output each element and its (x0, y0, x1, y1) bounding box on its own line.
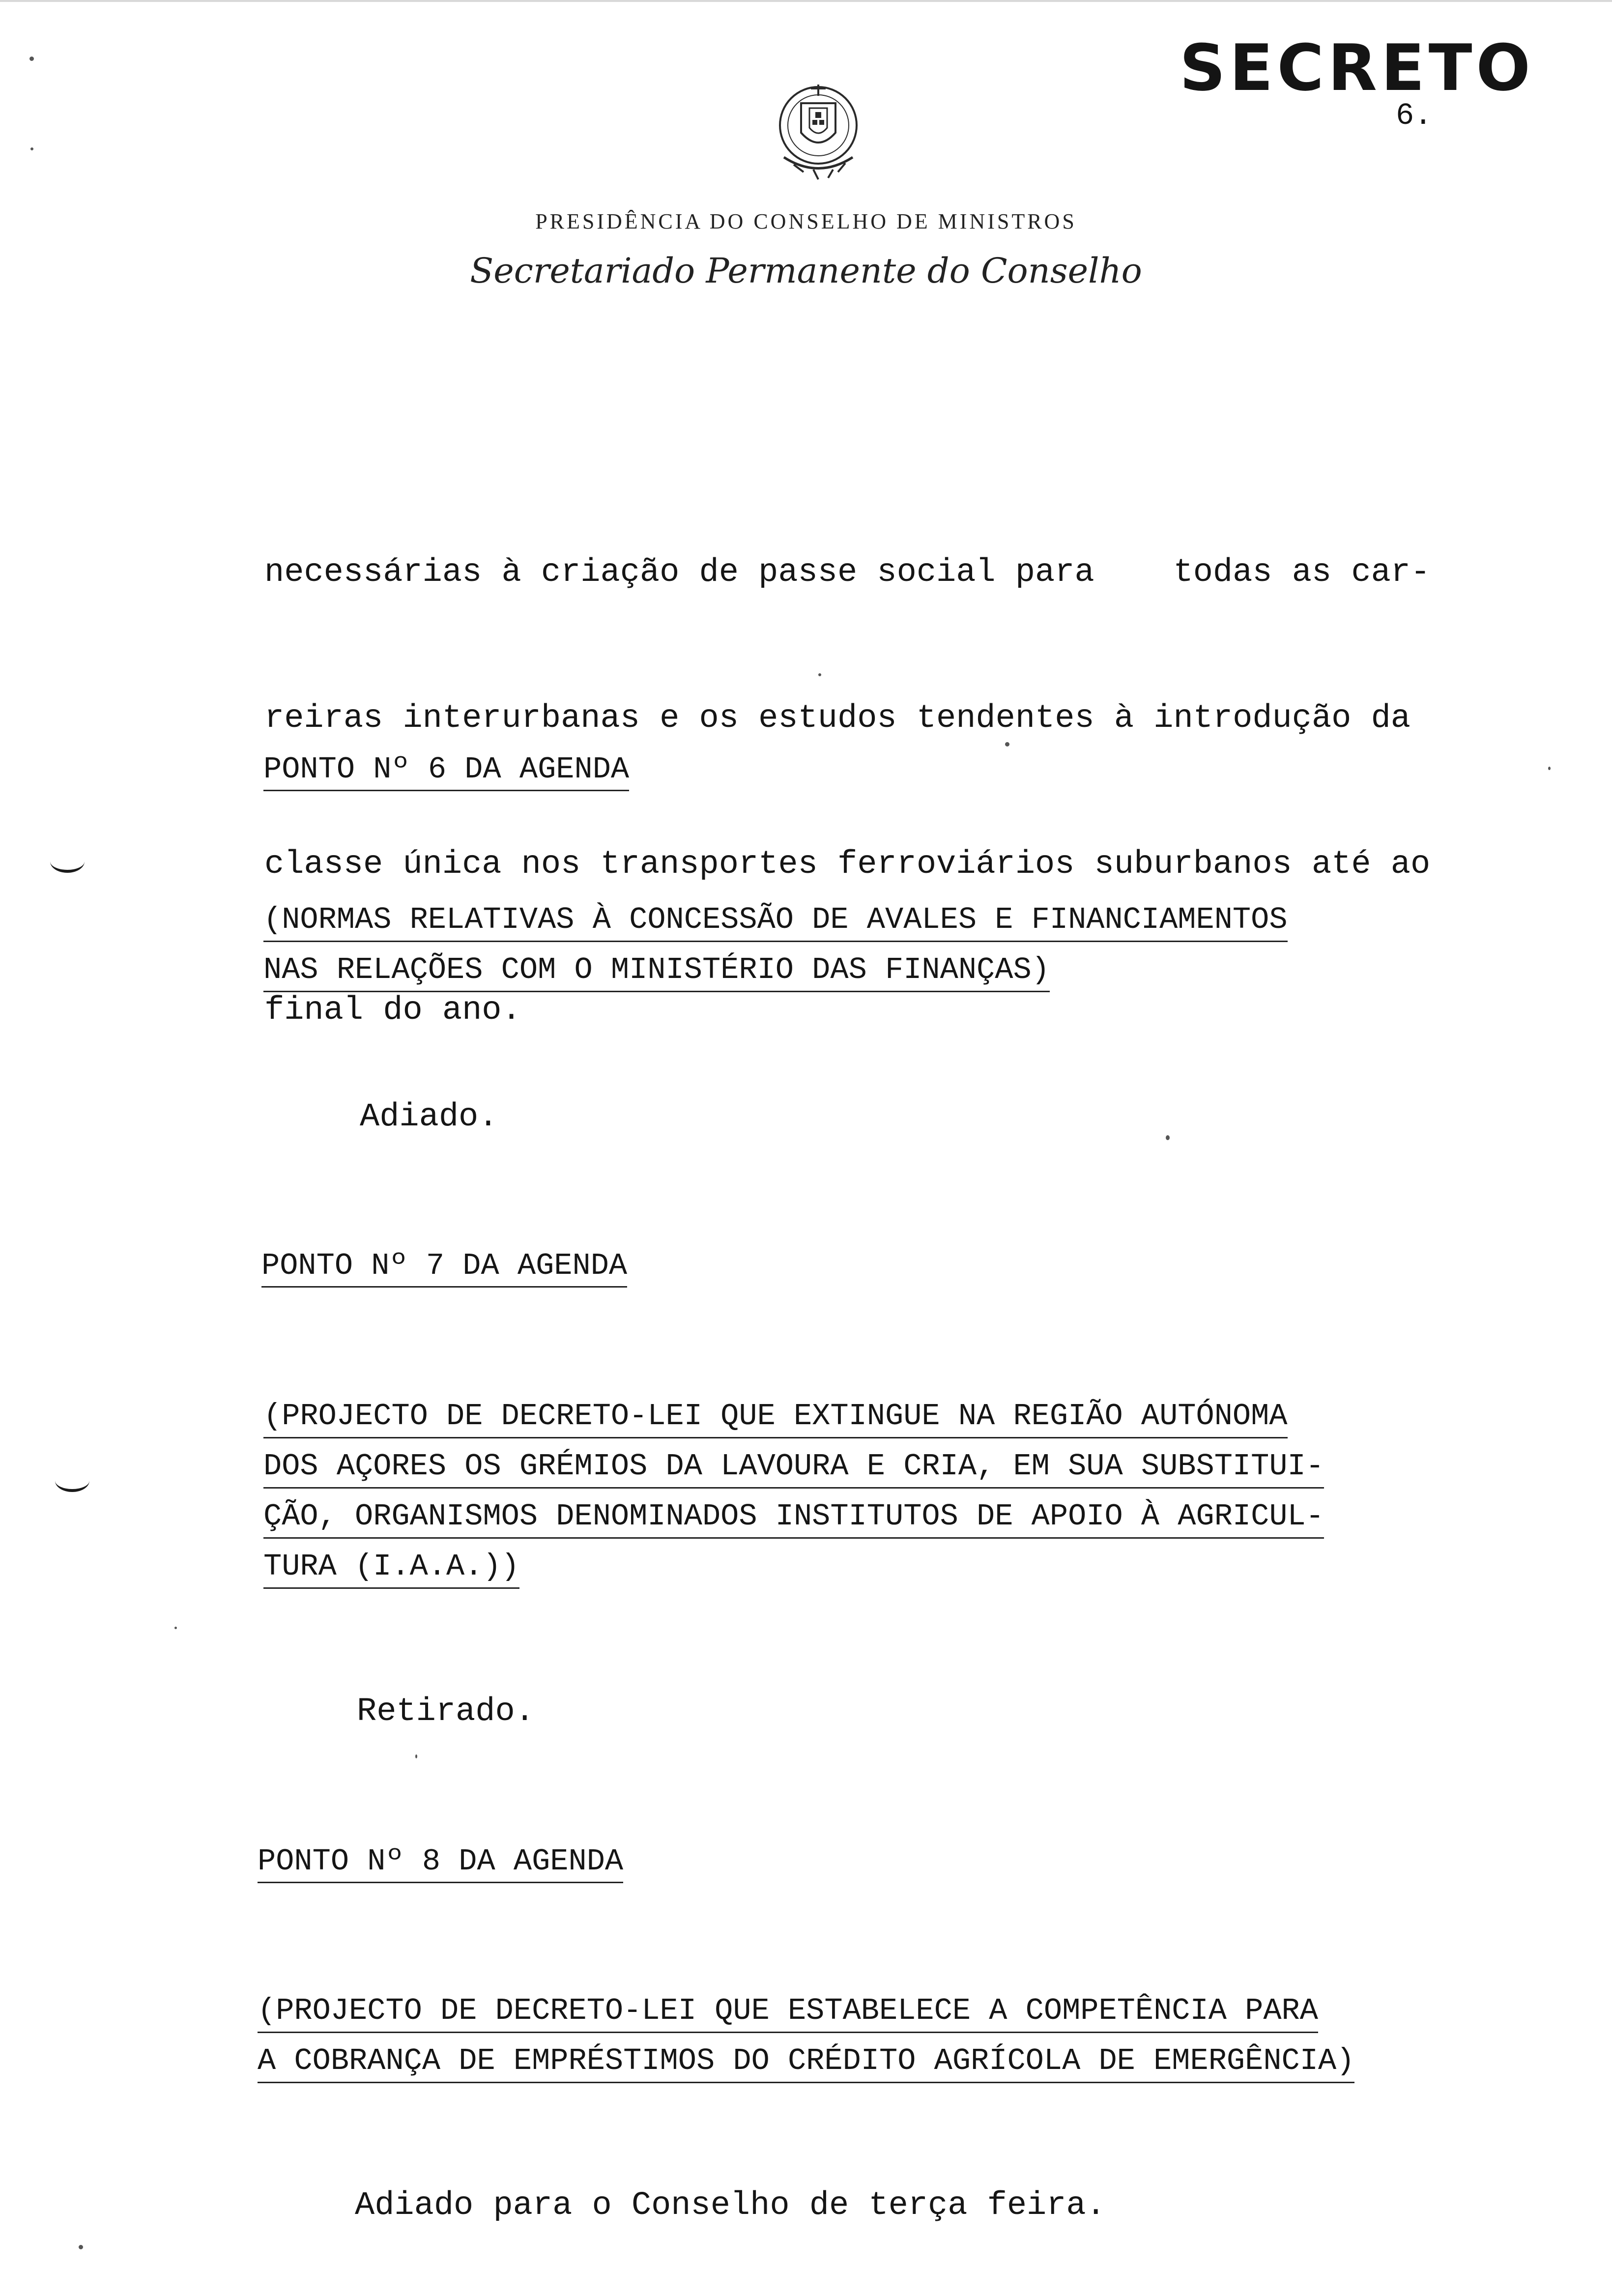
scan-speck (29, 57, 34, 61)
description-line: A COBRANÇA DE EMPRÉSTIMOS DO CRÉDITO AGRÍCOLA DE EMERGÊNCIA) (258, 2040, 1354, 2083)
scan-speck (1005, 742, 1009, 746)
paragraph-line: final do ano. (264, 992, 521, 1029)
scan-speck (79, 2245, 83, 2249)
scan-speck (1166, 1135, 1170, 1140)
scan-speck (174, 1627, 177, 1629)
agenda-item-8-heading: PONTO Nº 8 DA AGENDA (258, 1844, 623, 1883)
description-line: (PROJECTO DE DECRETO-LEI QUE ESTABELECE A COMPETÊNCIA PARA (258, 1990, 1318, 2033)
secretariat-name: Secretariado Permanente do Conselho (470, 251, 1142, 291)
description-line: (NORMAS RELATIVAS À CONCESSÃO DE AVALES E FINANCIAMENTOS (263, 899, 1288, 942)
paragraph-line: classe única nos transportes ferroviários suburbanos até ao (264, 846, 1431, 883)
agenda-item-6-outcome: Adiado. (360, 1098, 498, 1136)
agenda-item-7-outcome: Retirado. (357, 1693, 535, 1730)
scan-binding-mark (55, 1469, 89, 1492)
agenda-item-7-description (263, 1396, 1324, 1596)
agenda-item-6-description (263, 899, 1288, 1000)
paragraph-line: reiras interurbanas e os estudos tendentes à introdução da (264, 700, 1410, 737)
description-line: (PROJECTO DE DECRETO-LEI QUE EXTINGUE NA REGIÃO AUTÓNOMA (263, 1396, 1288, 1438)
scan-binding-mark (50, 850, 85, 873)
scan-speck (30, 147, 33, 150)
page-top-edge (0, 0, 1612, 2)
continuation-paragraph (264, 451, 1444, 1132)
scan-speck (415, 1754, 417, 1758)
classification-stamp: SECRETO (1180, 30, 1534, 105)
agenda-item-8-description (258, 1990, 1354, 2091)
agenda-item-8-outcome: Adiado para o Conselho de terça feira. (355, 2187, 1106, 2224)
description-line: ÇÃO, ORGANISMOS DENOMINADOS INSTITUTOS DE APOIO À AGRICUL- (263, 1496, 1324, 1539)
paragraph-line: necessárias à criação de passe social para todas as car- (264, 554, 1431, 591)
scan-speck (1548, 767, 1551, 770)
agenda-item-7-heading: PONTO Nº 7 DA AGENDA (261, 1248, 627, 1288)
description-line: DOS AÇORES OS GRÉMIOS DA LAVOURA E CRIA, EM SUA SUBSTITUI- (263, 1446, 1324, 1489)
scan-speck (818, 673, 821, 676)
agenda-item-6-heading: PONTO Nº 6 DA AGENDA (263, 752, 629, 791)
coat-of-arms-seal (764, 74, 872, 192)
description-line: NAS RELAÇÕES COM O MINISTÉRIO DAS FINANÇAS) (263, 949, 1050, 992)
description-line: TURA (I.A.A.)) (263, 1546, 519, 1589)
page-number: 6. (1396, 98, 1433, 133)
ministry-name: PRESIDÊNCIA DO CONSELHO DE MINISTROS (535, 209, 1077, 233)
